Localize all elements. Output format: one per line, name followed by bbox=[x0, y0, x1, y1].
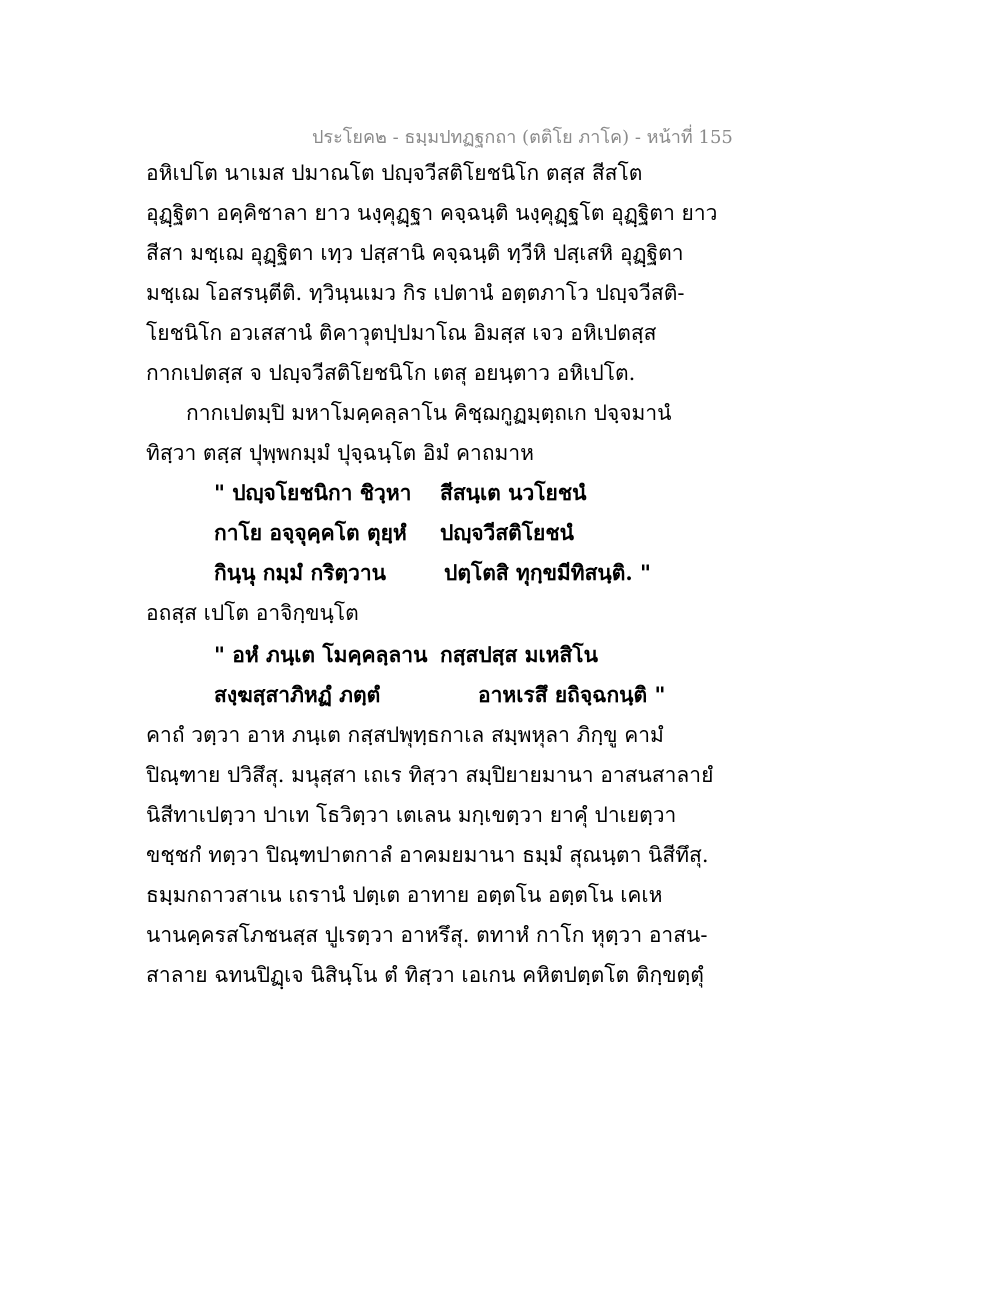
text-line: คาถํ วตฺวา อาห ภนฺเต กสฺสปพุทฺธกาเล สมฺพหุลา ภิกฺขู คามํ bbox=[146, 723, 664, 747]
page-header: ประโยค๒ - ธมฺมปทฏฐกถา (ตติโย ภาโค) - หน้าที่ 155 bbox=[312, 127, 733, 148]
text-line: สาลาย ฉทนปิฏฺเจ นิสินฺโน ตํ ทิสฺวา เอเกน คหิตปตฺตโต ติกฺขตฺตุํ bbox=[146, 963, 704, 987]
text-line: ธมฺมกถาวสาเน เถรานํ ปตฺเต อาทาย อตฺตโน อตฺตโน เคเห bbox=[146, 883, 663, 907]
text-line: สีสา มชฺเฌ อุฏฺฐิตา เทฺว ปสฺสานิ คจฺฉนฺติ ทฺวีหิ ปสฺเสหิ อุฏฺฐิตา bbox=[146, 241, 684, 265]
text-line: ทิสฺวา ตสฺส ปุพฺพกมฺมํ ปุจฺฉนฺโต อิมํ คาถมาห bbox=[146, 441, 535, 465]
text-line: ขชฺชกํ ทตฺวา ปิณฺฑปาตกาลํ อาคมยมานา ธมฺมํ สุณนฺตา นิสีทึสุ. bbox=[146, 843, 709, 867]
text-line: มชฺเฌ โอสรนฺตีติ. ทฺวินฺนเมว กิร เปตานํ อตฺตภาโว ปญฺจวีสติ- bbox=[146, 281, 685, 305]
verse-right: กสฺสปสฺส มเหสิโน bbox=[440, 642, 598, 667]
text-line: นานคฺครสโภชนสฺส ปูเรตฺวา อาหรึสุ. ตทาหํ กาโก หุตฺวา อาสน- bbox=[146, 923, 708, 947]
verse-right: อาหเรสึ ยถิจฺฉกนฺติ " bbox=[478, 682, 666, 707]
text-line: กากเปตมฺปิ มหาโมคฺคลฺลาโน คิชฺฌกูฏมฺตฺถเก ปจฺจมานํ bbox=[186, 401, 672, 425]
verse-left: กาโย อจฺจุคฺคโต ตุยฺหํ bbox=[214, 520, 407, 545]
verse-right: ปตฺโตสิ ทุกฺขมีทิสนฺติ. " bbox=[444, 560, 651, 585]
text-line: กากเปตสฺส จ ปญฺจวีสติโยชนิโก เตสุ อยนฺตาว อหิเปโต. bbox=[146, 361, 636, 385]
text-line: อหิเปโต นาเมส ปมาณโต ปญฺจวีสติโยชนิโก ตสฺส สีสโต bbox=[146, 161, 643, 185]
text-line: นิสีทาเปตฺวา ปาเท โธวิตฺวา เตเลน มกฺเขตฺวา ยาคุํ ปาเยตฺวา bbox=[146, 803, 677, 827]
text-line: อุฏฺฐิตา อคฺคิชาลา ยาว นงฺคุฏฺฐา คจฺฉนฺติ นงฺคุฏฺฐโต อุฏฺฐิตา ยาว bbox=[146, 201, 718, 225]
verse-right: สีสนฺเต นวโยชนํ bbox=[440, 480, 587, 505]
text-line: อถสฺส เปโต อาจิกฺขนฺโต bbox=[146, 601, 359, 625]
verse-left: " ปญฺจโยชนิกา ชิวฺหา bbox=[214, 480, 412, 505]
verse-left: " อหํ ภนฺเต โมคฺคลฺลาน bbox=[214, 642, 428, 667]
verse-left: สงฺฆสฺสาภิหฏํ ภตฺตํ bbox=[214, 682, 381, 707]
text-line: ปิณฺฑาย ปวิสึสุ. มนุสฺสา เถเร ทิสฺวา สมฺปิยายมานา อาสนสาลายํ bbox=[146, 763, 714, 787]
verse-right: ปญฺจวีสติโยชนํ bbox=[440, 520, 574, 545]
text-line: โยชนิโก อวเสสานํ ติคาวุตปฺปมาโณ อิมสฺส เจว อหิเปตสฺส bbox=[146, 321, 657, 345]
verse-left: กินฺนุ กมฺมํ กริตฺวาน bbox=[214, 560, 387, 585]
